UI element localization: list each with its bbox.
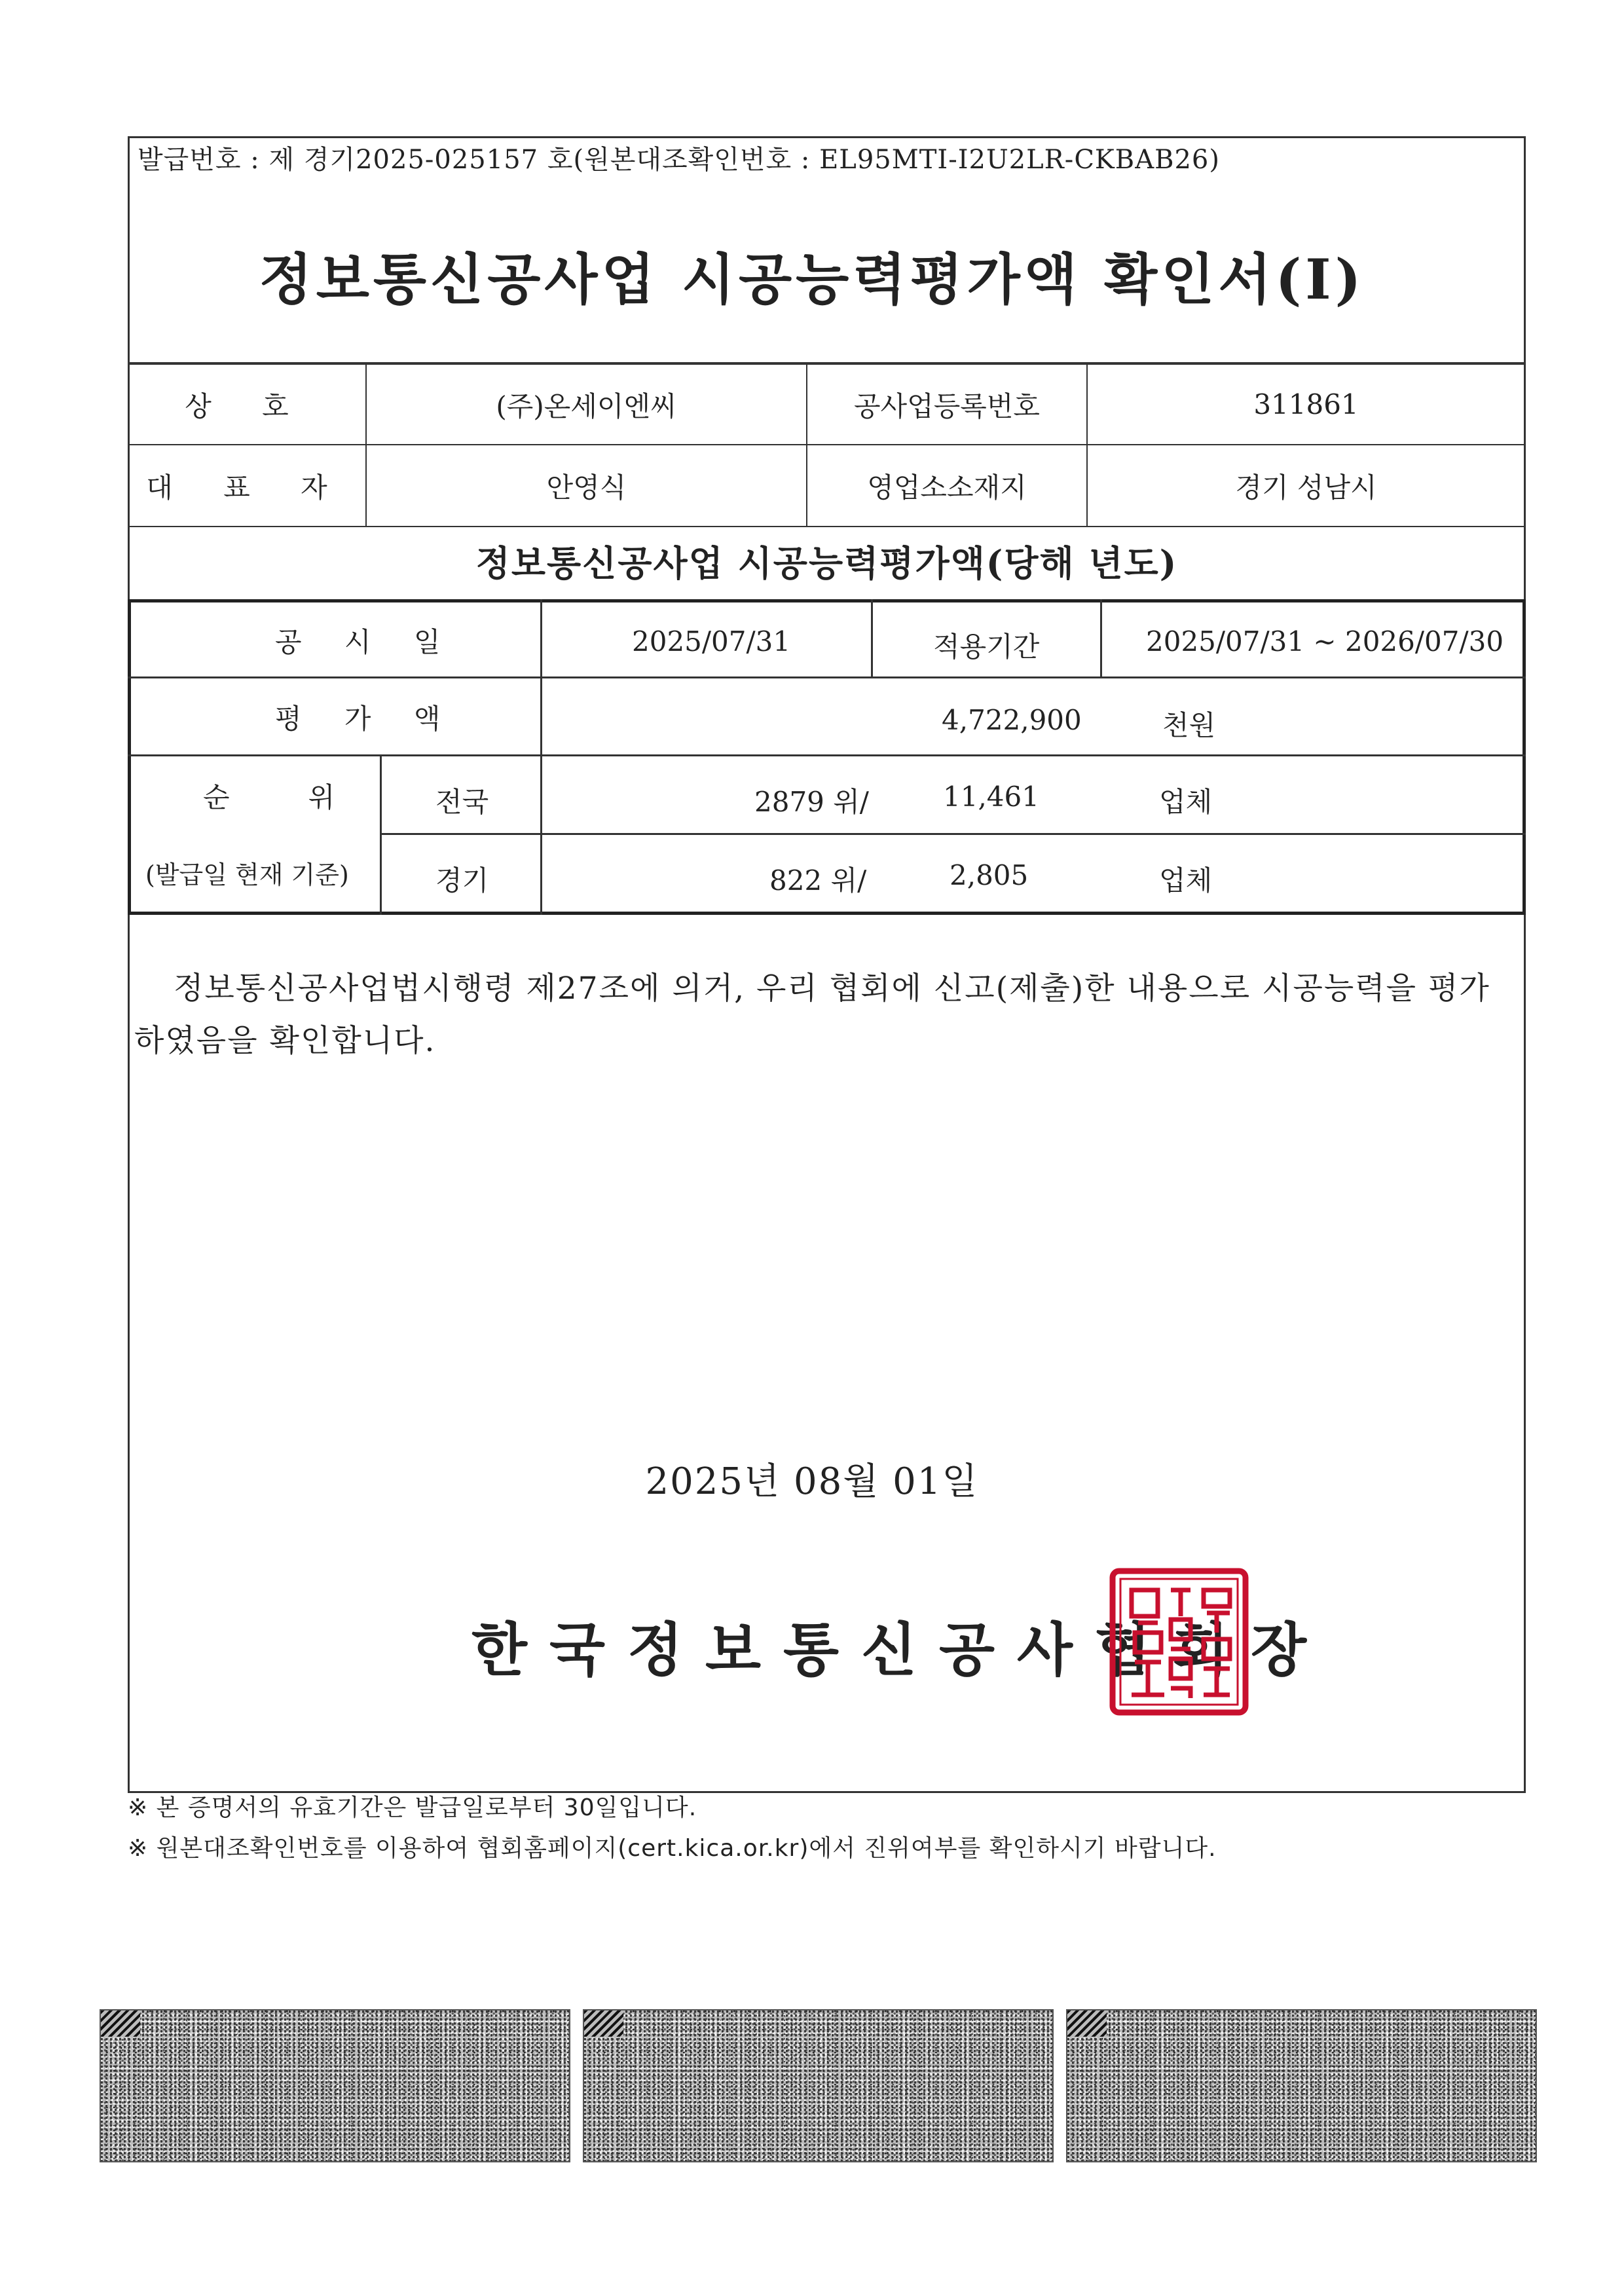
company-name-label: 상 호 — [128, 363, 367, 445]
footnotes — [128, 1788, 1217, 1869]
registration-number: 311861 — [1086, 363, 1526, 445]
security-pattern — [583, 2009, 1054, 2162]
national-total: 11,461 — [943, 781, 1039, 813]
region-unit: 업체 — [1159, 864, 1213, 897]
application-period: 2025/07/31 ~ 2026/07/30 — [1146, 625, 1504, 657]
row-divider — [128, 754, 1526, 756]
region-rank: 822 위/ — [769, 864, 867, 897]
security-pattern — [100, 2009, 570, 2162]
address-label: 영업소소재지 — [806, 444, 1088, 527]
notice-date-label: 공 시 일 — [275, 626, 458, 658]
col-divider — [871, 599, 873, 676]
issue-date: 2025년 08월 01일 — [645, 1460, 979, 1503]
security-pattern — [1066, 2009, 1537, 2162]
national-label: 전국 — [435, 786, 489, 818]
col-divider — [380, 754, 382, 915]
notice-date: 2025/07/31 — [632, 625, 791, 657]
rank-basis: (발급일 현재 기준) — [145, 861, 349, 889]
evaluation-amount: 4,722,900 — [942, 704, 1082, 736]
col-divider — [540, 599, 542, 915]
national-unit: 업체 — [1159, 786, 1213, 818]
amount-unit: 천원 — [1162, 709, 1216, 741]
issue-number: 발급번호 : 제 경기2025-025157 호(원본대조확인번호 : EL95MTI-I2U2LR-CKBAB26) — [138, 145, 1220, 175]
representative: 안영식 — [365, 444, 807, 527]
verification-note: ※ 원본대조확인번호를 이용하여 협회홈페이지(cert.kica.or.kr)에서 진위여부를 확인하시기 바랍니다. — [128, 1835, 1217, 1862]
region-label: 경기 — [435, 864, 489, 897]
national-rank: 2879 위/ — [754, 786, 869, 818]
row-divider — [380, 833, 1526, 835]
row-divider — [128, 676, 1526, 678]
col-divider — [1100, 599, 1102, 676]
section-title: 정보통신공사업 시공능력평가액(당해 년도) — [475, 542, 1178, 584]
official-seal-icon — [1109, 1567, 1249, 1716]
statement-text: 정보통신공사업법시행령 제27조에 의거, 우리 협회에 신고(제출)한 내용으로 시공능력을 평가하였음을 확인합니다. — [134, 971, 1490, 1059]
company-name: (주)온세이엔씨 — [365, 363, 807, 445]
issuer-name: 한국정보통신공사협회장 — [471, 1616, 1329, 1684]
period-label: 적용기간 — [933, 631, 1040, 663]
representative-label: 대 표 자 — [128, 444, 367, 527]
address: 경기 성남시 — [1086, 444, 1526, 527]
region-total: 2,805 — [950, 859, 1029, 891]
amount-label: 평 가 액 — [275, 703, 458, 735]
rank-label: 순 위 — [203, 781, 348, 813]
validity-note: ※ 본 증명서의 유효기간은 발급일로부터 30일입니다. — [128, 1794, 697, 1821]
registration-label: 공사업등록번호 — [806, 363, 1088, 445]
document-title: 정보통신공사업 시공능력평가액 확인서(Ⅰ) — [259, 247, 1365, 312]
